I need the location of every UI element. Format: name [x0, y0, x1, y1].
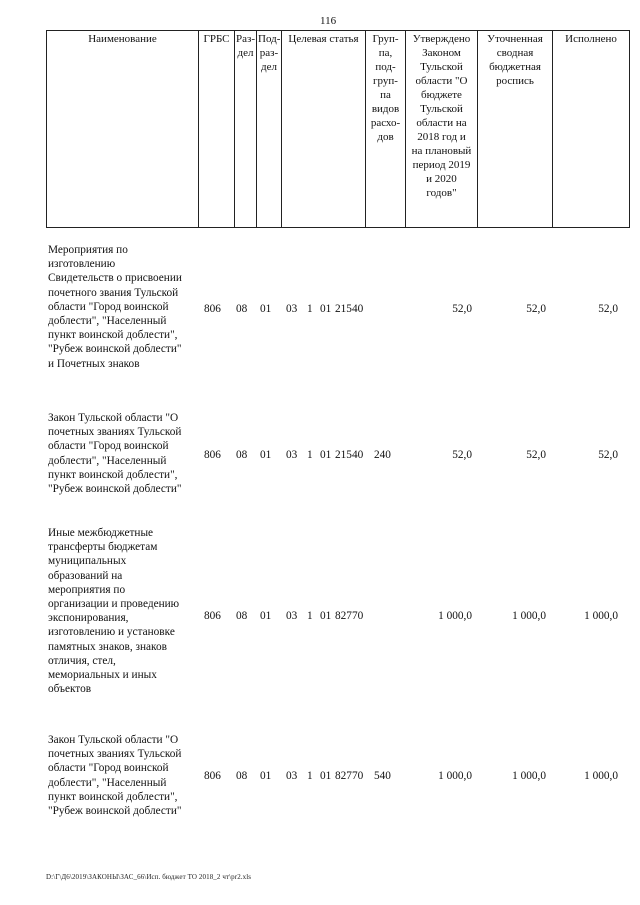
cell-grbs: 806 — [204, 770, 221, 782]
header-group: Груп- па, под- груп- па видов расхо- дов — [365, 31, 405, 227]
cell-target-subprogram: 1 — [307, 449, 313, 461]
cell-podrazdel: 01 — [260, 770, 272, 782]
cell-target-event: 01 — [320, 770, 332, 782]
cell-refined: 1 000,0 — [512, 770, 546, 782]
cell-target-code: 21540 — [335, 303, 364, 315]
cell-podrazdel: 01 — [260, 449, 272, 461]
cell-executed: 1 000,0 — [584, 770, 618, 782]
cell-target-program: 03 — [286, 770, 298, 782]
cell-razdel: 08 — [236, 303, 248, 315]
header-razdel: Раз- дел — [234, 31, 256, 227]
cell-target-program: 03 — [286, 610, 298, 622]
cell-group: 240 — [374, 449, 391, 461]
cell-target-code: 82770 — [335, 610, 364, 622]
cell-target-program: 03 — [286, 449, 298, 461]
cell-executed: 52,0 — [598, 303, 618, 315]
cell-razdel: 08 — [236, 770, 248, 782]
cell-refined: 1 000,0 — [512, 610, 546, 622]
cell-executed: 52,0 — [598, 449, 618, 461]
cell-razdel: 08 — [236, 610, 248, 622]
cell-executed: 1 000,0 — [584, 610, 618, 622]
row-name: Закон Тульской области "О почетных званиях Тульской области "Город воинской доблести", "Населенный пункт воинской доблести", "Рубеж воинской доблести" — [48, 412, 182, 496]
cell-refined: 52,0 — [526, 303, 546, 315]
cell-target-code: 82770 — [335, 770, 364, 782]
row-name: Мероприятия по изготовлению Свидетельств о присвоении почетного звания Тульской области "Город воинской доблести", "Населенный пункт воинской доблести", "Рубеж воинской доблести" и Почетных знаков — [48, 244, 182, 370]
header-executed: Исполнено — [552, 31, 630, 227]
cell-approved: 52,0 — [452, 449, 472, 461]
cell-target-event: 01 — [320, 449, 332, 461]
cell-podrazdel: 01 — [260, 303, 272, 315]
cell-target-event: 01 — [320, 610, 332, 622]
cell-target-event: 01 — [320, 303, 332, 315]
cell-group: 540 — [374, 770, 391, 782]
cell-approved: 1 000,0 — [438, 610, 472, 622]
cell-target-code: 21540 — [335, 449, 364, 461]
header-podrazdel: Под- раз- дел — [256, 31, 281, 227]
page-number: 116 — [320, 15, 337, 27]
table-header — [46, 30, 630, 228]
cell-grbs: 806 — [204, 610, 221, 622]
cell-grbs: 806 — [204, 303, 221, 315]
cell-razdel: 08 — [236, 449, 248, 461]
cell-target-subprogram: 1 — [307, 770, 313, 782]
header-name: Наименование — [46, 31, 198, 227]
header-grbs: ГРБС — [198, 31, 234, 227]
row-name: Иные межбюджетные трансферты бюджетам муниципальных образований на мероприятия по организации и проведению экспонирования, изготовлению и установке памятных знаков, знаков отличия, стел, мемориальных и иных объектов — [48, 527, 180, 696]
cell-target-subprogram: 1 — [307, 303, 313, 315]
cell-refined: 52,0 — [526, 449, 546, 461]
cell-podrazdel: 01 — [260, 610, 272, 622]
cell-target-subprogram: 1 — [307, 610, 313, 622]
row-name: Закон Тульской области "О почетных званиях Тульской области "Город воинской доблести", "Населенный пункт воинской доблести", "Рубеж воинской доблести" — [48, 734, 182, 818]
header-approved: Утверждено Законом Тульской области "О бюджете Тульской области на 2018 год и на плановый период 2019 и 2020 годов" — [405, 31, 477, 227]
cell-grbs: 806 — [204, 449, 221, 461]
cell-approved: 1 000,0 — [438, 770, 472, 782]
cell-approved: 52,0 — [452, 303, 472, 315]
file-path-footer: D:\Г\Д6\2019\ЗАКОНЫ\ЗАС_66\Исп. бюджет ТО 2018_2 чт\pr2.xls — [46, 873, 252, 881]
header-target: Целевая статья — [281, 31, 365, 227]
header-refined: Уточненная сводная бюджетная роспись — [477, 31, 552, 227]
cell-target-program: 03 — [286, 303, 298, 315]
